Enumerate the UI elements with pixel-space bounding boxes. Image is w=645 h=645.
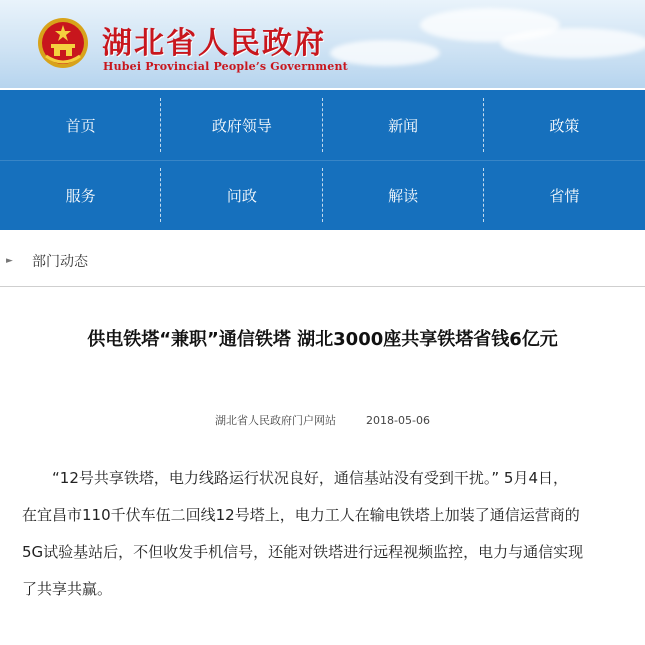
nav-item-leaders[interactable]: 政府领导 xyxy=(161,90,322,160)
article-meta xyxy=(0,412,645,428)
paragraph-line: 在宜昌市110千伏车伍二回线12号塔上，电力工人在输电铁塔上加装了通信运营商的 xyxy=(22,506,580,524)
nav-item-inquiry[interactable]: 问政 xyxy=(161,160,322,230)
article-paragraph xyxy=(22,460,626,608)
paragraph-line: 5G试验基站后，不但收发手机信号，还能对铁塔进行远程视频监控，电力与通信实现 xyxy=(22,543,584,561)
nav-item-province-info[interactable]: 省情 xyxy=(549,186,580,205)
article-title: 供电铁塔“兼职”通信铁塔 湖北3000座共享铁塔省钱6亿元 xyxy=(87,329,558,350)
nav-item-news[interactable]: 新闻 xyxy=(323,90,484,160)
site-title[interactable]: 湖北省人民政府 xyxy=(102,26,326,61)
nav-item-policy[interactable]: 政策 xyxy=(549,116,580,135)
site-subtitle: Hubei Provincial People’s Government xyxy=(103,60,348,73)
paragraph-line: “12号共享铁塔，电力线路运行状况良好，通信基站没有受到干扰。” 5月4日， xyxy=(52,469,568,487)
breadcrumb-link[interactable]: 部门动态 xyxy=(32,254,88,270)
site-header xyxy=(0,0,645,88)
cloud-decoration xyxy=(500,28,645,58)
chevron-right-icon: ► xyxy=(6,256,13,266)
main-nav xyxy=(0,90,645,230)
nav-item-home[interactable]: 首页 xyxy=(0,90,161,160)
breadcrumb xyxy=(0,236,645,287)
nav-item-service[interactable]: 服务 xyxy=(0,160,161,230)
article-date: 2018-05-06 xyxy=(366,414,430,427)
national-emblem-icon[interactable] xyxy=(36,16,90,70)
nav-item-interpretation[interactable]: 解读 xyxy=(323,160,484,230)
article-source: 湖北省人民政府门户网站 xyxy=(215,414,337,427)
paragraph-line: 了共享共赢。 xyxy=(22,580,113,598)
